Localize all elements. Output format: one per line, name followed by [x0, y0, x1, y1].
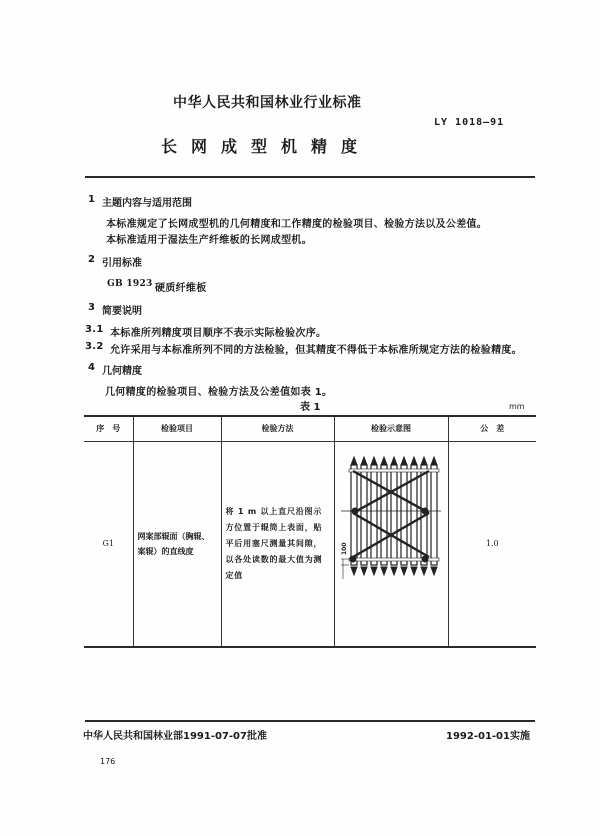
item-3-1-number: 3.1 [85, 324, 104, 335]
table-unit: mm [509, 402, 525, 411]
item-3-1-text: 本标准所列精度项目顺序不表示实际检验次序。 [110, 328, 327, 339]
column-header-number: 序 号 [84, 416, 133, 441]
section-1-paragraph: 本标准规定了长网成型机的几何精度和工作精度的检验项目、检验方法以及公差值。 [106, 219, 488, 230]
column-header-tolerance: 公 差 [448, 416, 536, 441]
column-header-method: 检验方法 [221, 416, 334, 441]
section-2-number: 2 [88, 254, 95, 265]
table-row [84, 441, 536, 647]
row-tolerance: 1.0 [448, 441, 536, 647]
section-3-number: 3 [88, 302, 95, 313]
issuing-organization: 中华人民共和国林业行业标准 [173, 95, 362, 111]
reference-name: 硬质纤维板 [155, 283, 207, 294]
section-1-number: 1 [88, 194, 95, 205]
section-3-heading: 简要说明 [102, 306, 142, 317]
dimension-label: 100 [340, 542, 348, 555]
standard-code: LY 1018—91 [434, 117, 505, 128]
footer-divider [85, 720, 535, 722]
title-divider [85, 176, 535, 178]
column-header-item: 检验项目 [133, 416, 221, 441]
document-title: 长网成型机精度 [161, 137, 372, 156]
section-4-paragraph: 几何精度的检验项目、检验方法及公差值如表 1。 [105, 387, 333, 398]
approval-statement: 中华人民共和国林业部1991-07-07批准 [83, 731, 267, 742]
roller-straightness-diagram [341, 451, 441, 581]
page-number: 176 [100, 757, 116, 766]
section-2-heading: 引用标准 [102, 258, 142, 269]
reference-code: GB 1923 [107, 279, 153, 289]
row-method: 将 1 m 以上直尺沿图示方位置于辊筒上表面，贴平后用塞尺测量其间隙，以各处读数的最大值为测定值 [221, 441, 334, 647]
table-header-row [84, 416, 536, 441]
precision-table [84, 415, 536, 648]
row-number: G1 [84, 441, 133, 647]
effective-date: 1992-01-01实施 [446, 731, 530, 742]
section-4-number: 4 [88, 362, 95, 373]
item-3-2-text: 允许采用与本标准所列不同的方法检验，但其精度不得低于本标准所规定方法的检验精度。 [110, 345, 522, 356]
section-1-paragraph: 本标准适用于湿法生产纤维板的长网成型机。 [106, 235, 312, 246]
row-diagram [334, 441, 448, 647]
row-item: 网案部辊面（胸辊、案辊）的直线度 [133, 441, 221, 647]
section-4-heading: 几何精度 [102, 366, 142, 377]
item-3-2-number: 3.2 [85, 341, 104, 352]
column-header-diagram: 检验示意图 [334, 416, 448, 441]
section-1-heading: 主题内容与适用范围 [102, 198, 192, 209]
table-title: 表 1 [300, 402, 321, 413]
